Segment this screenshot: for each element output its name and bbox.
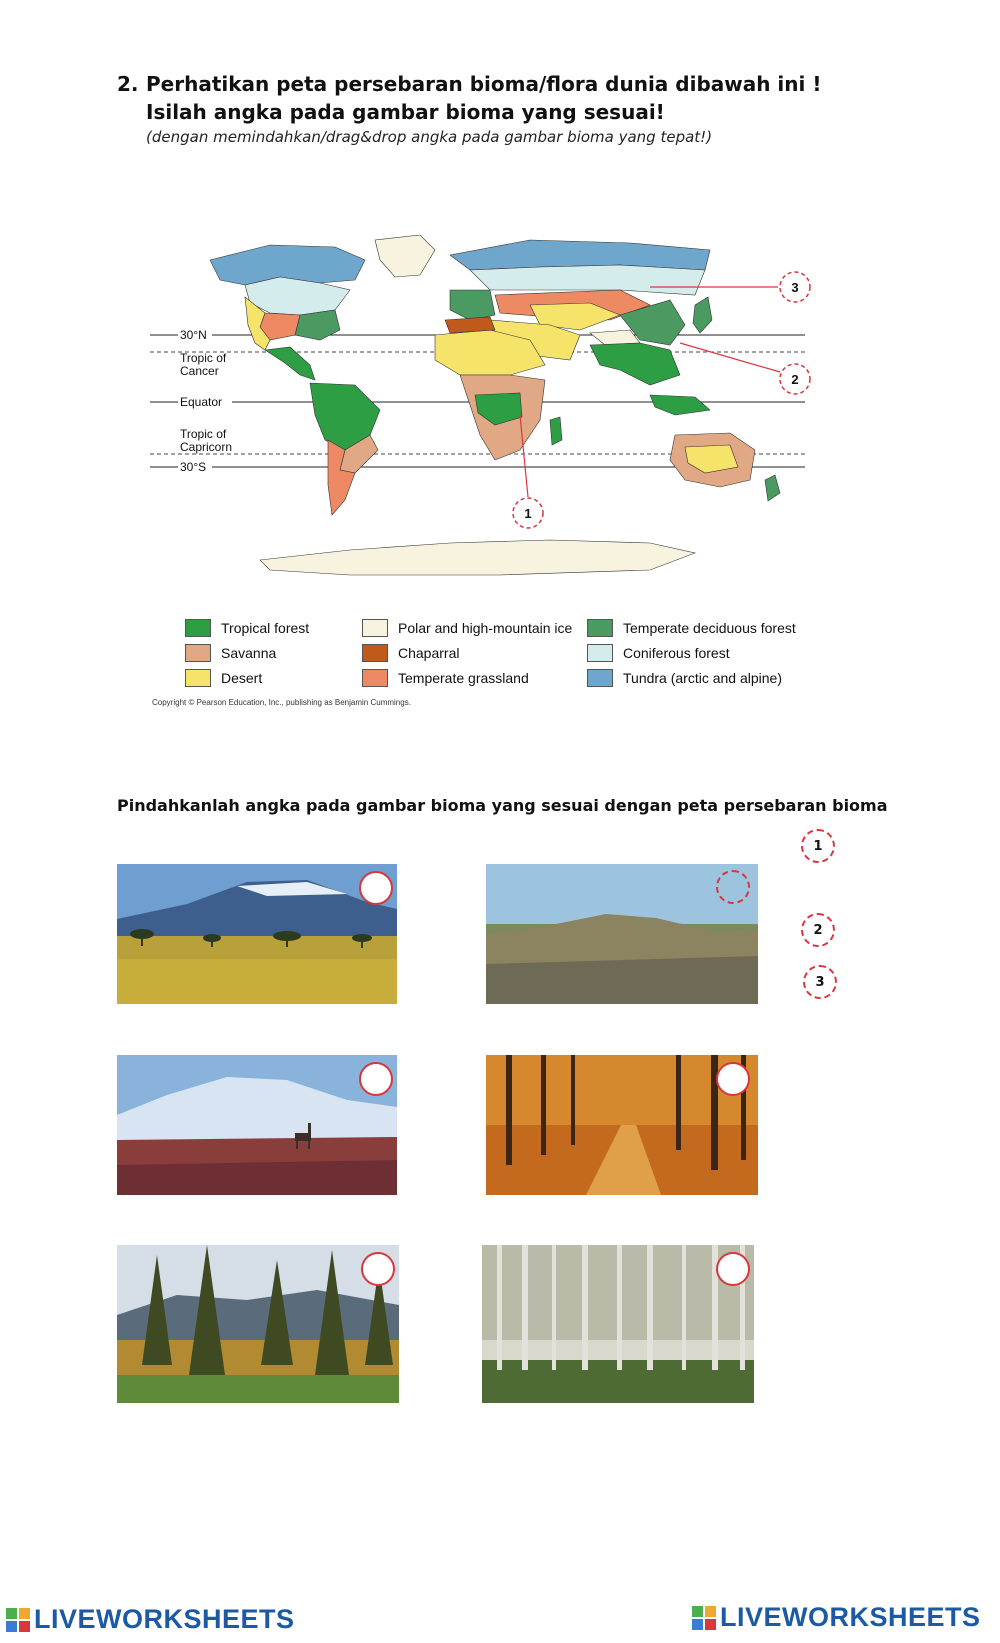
legend-swatch (587, 669, 613, 687)
legend-label: Polar and high-mountain ice (398, 620, 573, 636)
drop-target-tundra[interactable] (359, 1062, 393, 1096)
legend-swatch (185, 669, 211, 687)
drag-token-1[interactable]: 1 (801, 829, 835, 863)
legend-item (185, 643, 276, 663)
legend-label: Temperate grassland (398, 670, 529, 686)
tibet-ice (590, 330, 640, 345)
brand-text: LIVEWORKSHEETS (34, 1604, 295, 1634)
legend-item (587, 643, 730, 663)
tundra-photo (117, 1055, 397, 1195)
savanna-photo (117, 864, 397, 1004)
mediterranean-chaparral (445, 317, 495, 333)
label-tropic-capricorn-1: Tropic of (180, 427, 227, 441)
instruction-text: Pindahkanlah angka pada gambar bioma yang sesuai dengan peta persebaran bioma (117, 796, 888, 815)
legend-swatch (362, 644, 388, 662)
legend-item (362, 643, 459, 663)
legend-swatch (587, 619, 613, 637)
map-callout-1-label: 1 (524, 506, 532, 521)
legend-item (362, 668, 529, 688)
drop-target-tropical[interactable] (716, 1252, 750, 1286)
legend-item (587, 668, 782, 688)
legend-label: Savanna (221, 645, 277, 661)
madagascar (550, 417, 562, 445)
label-equator: Equator (180, 395, 223, 409)
map-callout-3-label: 3 (791, 280, 799, 295)
legend-item (185, 618, 309, 638)
tropical-forest-photo (482, 1245, 754, 1403)
label-30n: 30°N (180, 328, 207, 342)
antarctica (260, 540, 695, 575)
legend-swatch (362, 669, 388, 687)
legend-item (362, 618, 572, 638)
greenland (375, 235, 435, 277)
label-tropic-cancer-2: Cancer (180, 364, 219, 378)
drop-target-coniferous[interactable] (361, 1252, 395, 1286)
label-tropic-cancer-1: Tropic of (180, 351, 227, 365)
drop-target-savanna[interactable] (359, 871, 393, 905)
copyright-text: Copyright © Pearson Education, Inc., publishing as Benjamin Cummings. (152, 698, 411, 707)
liveworksheets-logo-left[interactable] (6, 1604, 295, 1635)
legend-label: Coniferous forest (623, 645, 730, 661)
label-30s: 30°S (180, 460, 207, 474)
map-legend (185, 618, 825, 698)
drop-target-deciduous[interactable] (716, 1062, 750, 1096)
legend-swatch (587, 644, 613, 662)
drag-token-2[interactable]: 2 (801, 913, 835, 947)
legend-label: Temperate deciduous forest (623, 620, 796, 636)
drop-target-grassland[interactable] (716, 870, 750, 904)
south-asia-forest (590, 343, 680, 385)
legend-item (587, 618, 796, 638)
biome-world-map (150, 235, 850, 615)
question-line-2: Isilah angka pada gambar bioma yang sesuai! (146, 100, 665, 124)
europe-deciduous (450, 290, 495, 320)
map-callout-2-label: 2 (791, 372, 799, 387)
legend-label: Desert (221, 670, 263, 686)
question-line-1: Perhatikan peta persebaran bioma/flora dunia dibawah ini ! (146, 72, 822, 96)
liveworksheets-logo-right[interactable] (692, 1602, 981, 1633)
legend-swatch (185, 644, 211, 662)
legend-swatch (362, 619, 388, 637)
legend-item (185, 668, 262, 688)
liveworksheets-mark-icon (692, 1606, 716, 1630)
brand-text: LIVEWORKSHEETS (720, 1602, 981, 1632)
eurasia-tundra (450, 240, 710, 270)
question-hint: (dengan memindahkan/drag&drop angka pada gambar bioma yang tepat!) (146, 128, 713, 146)
legend-label: Tundra (arctic and alpine) (623, 670, 783, 686)
legend-swatch (185, 619, 211, 637)
legend-label: Tropical forest (221, 620, 310, 636)
liveworksheets-mark-icon (6, 1608, 30, 1632)
coniferous-forest-photo (117, 1245, 399, 1403)
label-tropic-capricorn-2: Capricorn (180, 440, 233, 454)
new-zealand (765, 475, 780, 501)
eurasia-conifer (470, 265, 705, 295)
drag-token-3[interactable]: 3 (803, 965, 837, 999)
question-number: 2. (117, 72, 139, 96)
legend-label: Chaparral (398, 645, 460, 661)
japan (693, 297, 712, 333)
southeast-asia-islands (650, 395, 710, 415)
